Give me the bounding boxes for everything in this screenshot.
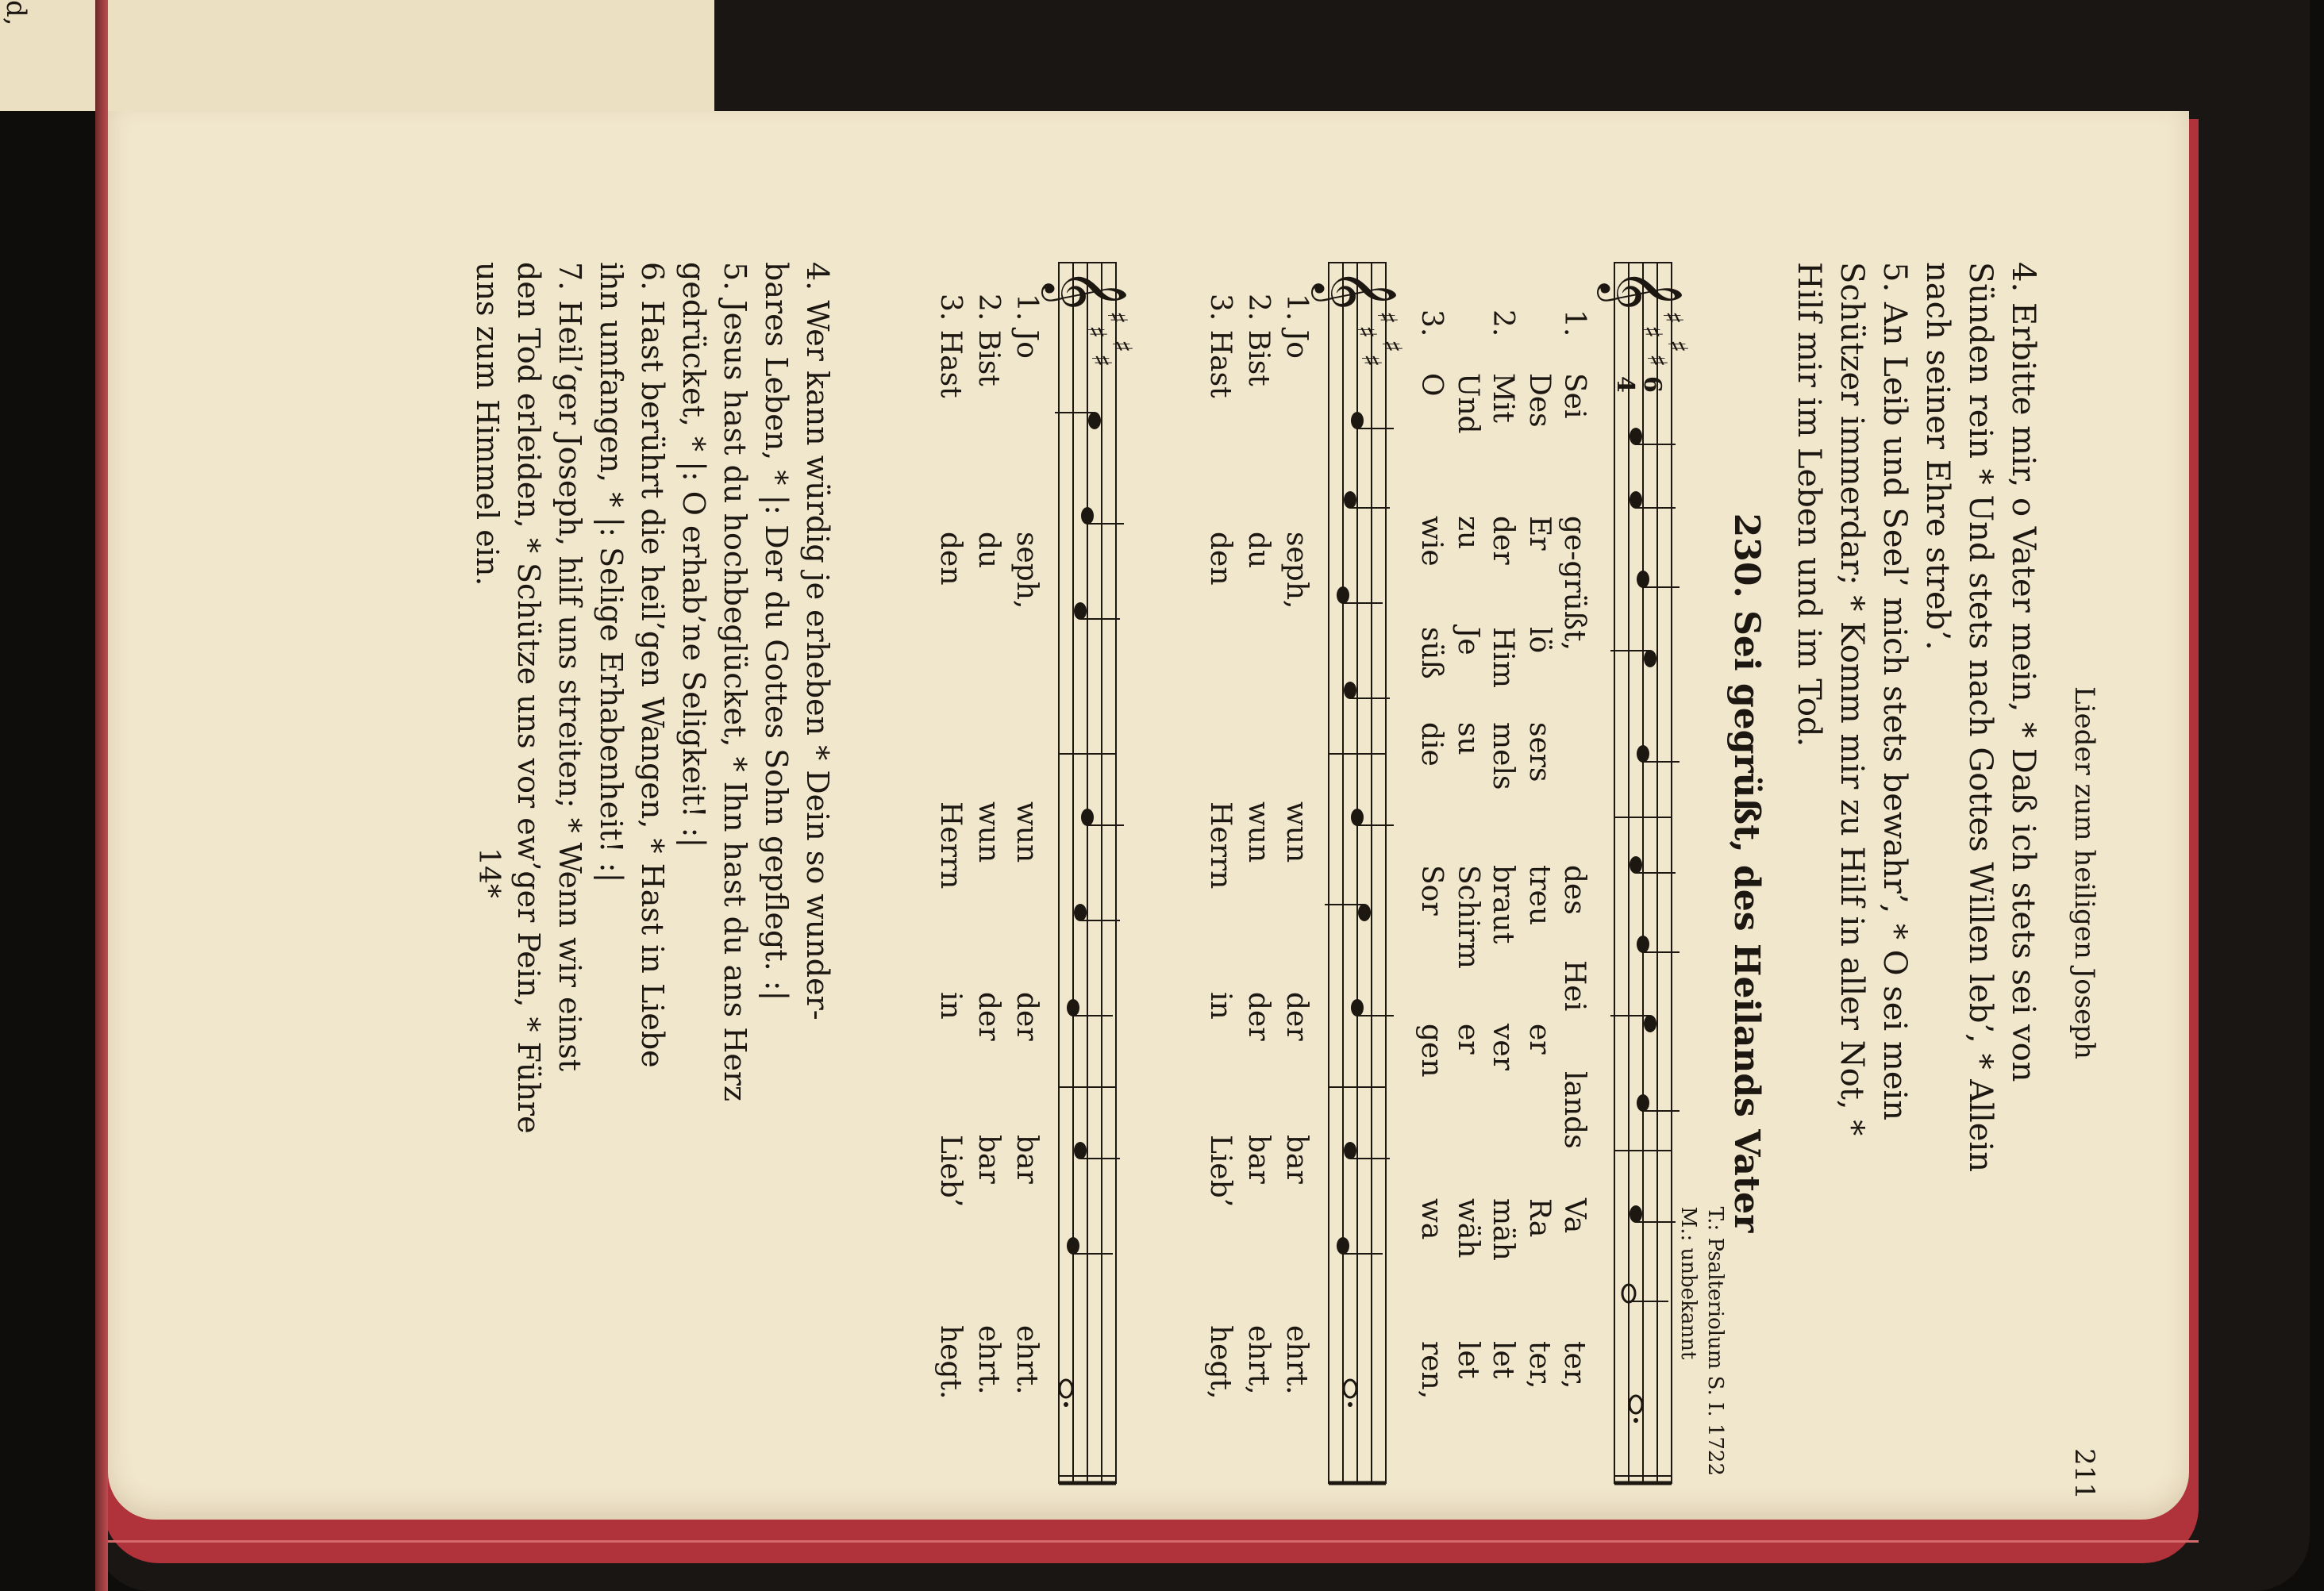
svg-text:♯: ♯ — [1376, 340, 1407, 353]
svg-text:♯: ♯ — [1661, 340, 1693, 353]
music-system-2 — [1140, 262, 1407, 1484]
lyric: wie — [1415, 516, 1448, 567]
lyric: die — [1415, 722, 1448, 767]
verse-number: 1. — [1558, 309, 1591, 337]
lyric: mäh — [1487, 1198, 1519, 1261]
verse-line: uns zum Himmel ein. — [470, 262, 505, 586]
prose-line: nach seiner Ehre streb’. — [1919, 262, 1956, 651]
lyric: Sor — [1415, 865, 1448, 916]
lyric: er — [1452, 1024, 1484, 1055]
prose-line: 4. Erbitte mir, o Vater mein, * Daß ich stets sei von — [2005, 262, 2041, 1082]
staff-3 — [1037, 262, 1137, 1484]
lyric: wun — [1280, 801, 1313, 863]
verse-line: 4. Wer kann würdig je erheben * Dein so wunder- — [800, 262, 835, 1020]
running-header — [2053, 238, 2100, 1508]
lyric: du — [972, 532, 1005, 569]
left-page-fragment: d, — [0, 0, 32, 26]
lyric: bar — [1010, 1135, 1043, 1184]
lyric: ter, — [1523, 1341, 1556, 1389]
lyric: der — [1280, 992, 1313, 1041]
lyric: lö — [1523, 627, 1556, 654]
lyric: 3. Hast — [1204, 294, 1237, 398]
music-system-3 — [870, 262, 1137, 1484]
notes-row-2 — [1325, 412, 1394, 1407]
treble-clef-icon: 𝄞 — [1314, 268, 1398, 311]
lyric: Va — [1558, 1198, 1591, 1234]
lyric: bar — [1242, 1135, 1275, 1184]
lyric: der — [1010, 992, 1043, 1041]
hymn-title: 230. Sei gegrüßt, des Heilands Vater — [1726, 513, 1767, 1233]
verse-line: gedrücket, * |: O erhab’ne Seligkeit! :| — [676, 262, 711, 848]
lyric: seph, — [1010, 532, 1043, 609]
staff-2 — [1306, 262, 1407, 1484]
svg-text:♯: ♯ — [1085, 354, 1117, 367]
lyrics-system-3 — [918, 294, 1045, 1468]
lyric: wäh — [1452, 1198, 1484, 1259]
lyric: der — [972, 992, 1005, 1041]
lyric: Und — [1452, 373, 1484, 434]
time-signature — [1611, 376, 1666, 393]
lyric: er — [1523, 1024, 1556, 1055]
lyric: Hei — [1558, 960, 1591, 1012]
lyric: ter, — [1558, 1341, 1591, 1389]
verse-number: 2. — [1487, 309, 1519, 337]
lyric: wa — [1415, 1198, 1448, 1240]
lyric: bar — [972, 1135, 1005, 1184]
music-credit: M.: unbekannt — [1676, 1206, 1700, 1360]
lyric: Mit — [1487, 373, 1519, 423]
verse-line: 7. Heil’ger Joseph, hilf uns streiten; * Wenn wir einst — [552, 262, 587, 1071]
lyric: gen — [1415, 1024, 1448, 1078]
running-head-title: Lieder zum heiligen Joseph — [2068, 686, 2100, 1059]
lyric: süß — [1415, 627, 1448, 679]
lyric: hegt. — [934, 1325, 967, 1400]
lyric: su — [1452, 722, 1484, 755]
svg-text:4: 4 — [1611, 376, 1639, 393]
additional-verses — [467, 262, 838, 1484]
lyric: ehrt. — [1280, 1325, 1313, 1395]
svg-text:♯: ♯ — [1636, 325, 1668, 339]
lyric: Him — [1487, 627, 1519, 689]
verse-line: bares Leben, * |: Der du Gottes Sohn gepflegt. :| — [759, 262, 794, 1001]
svg-text:♯: ♯ — [1350, 325, 1382, 339]
lyric: 1. Jo — [1280, 294, 1313, 359]
prose-line: Hilf mir im Leben und im Tod. — [1791, 262, 1827, 747]
lyric: ehrt, — [1242, 1325, 1275, 1395]
lyric: in — [1204, 992, 1237, 1020]
svg-text:♯: ♯ — [1080, 325, 1112, 339]
svg-text:♯: ♯ — [1106, 340, 1137, 353]
key-signature — [1080, 311, 1137, 367]
notes-row-1 — [1610, 428, 1680, 1423]
lyric: 3. Hast — [934, 294, 967, 398]
lyric: Je — [1452, 627, 1484, 655]
hymn-credits — [1675, 1207, 1729, 1476]
svg-text:♯: ♯ — [1656, 311, 1688, 325]
lyric: lands — [1558, 1071, 1591, 1149]
lyric: let — [1487, 1341, 1519, 1379]
page-number: 211 — [2068, 1448, 2100, 1500]
lyric: 2. Bist — [972, 294, 1005, 386]
notes-row-3 — [1055, 412, 1124, 1407]
lyric: bar — [1280, 1135, 1313, 1184]
svg-text:♯: ♯ — [1101, 311, 1133, 325]
lyric: 1. Jo — [1010, 294, 1043, 359]
lyric: Sei — [1558, 373, 1591, 419]
signature-mark: 14* — [472, 847, 505, 898]
key-signature — [1636, 311, 1693, 367]
treble-clef-icon: 𝄞 — [1600, 268, 1683, 311]
lyric: in — [934, 992, 967, 1020]
lyric: braut — [1487, 865, 1519, 944]
svg-text:♯: ♯ — [1355, 354, 1387, 367]
lyric: du — [1242, 532, 1275, 569]
verse-line: den Tod erleiden, * Schütze uns vor ew’ger Pein, * Führe — [511, 262, 546, 1134]
lyric: ge-grüßt, — [1558, 516, 1591, 651]
lyrics-system-1 — [1410, 309, 1592, 1484]
verse-line: ihn umfangen, * |: Selige Erhabenheit! :| — [594, 262, 629, 883]
verse-line: 6. Hast berührt die heil’gen Wangen, * Hast in Liebe — [635, 262, 670, 1068]
lyric: den — [1204, 532, 1237, 586]
lyric: let — [1452, 1341, 1484, 1379]
lyric: der — [1487, 516, 1519, 565]
lyric: O — [1415, 373, 1448, 397]
lyrics-system-2 — [1187, 294, 1314, 1468]
verse-line: 5. Jesus hast du hochbeglücket, * Ihn hast du ans Herz — [718, 262, 752, 1102]
lyric: Des — [1523, 373, 1556, 428]
lyric: Lieb’ — [1204, 1135, 1237, 1208]
svg-text:♯: ♯ — [1371, 311, 1402, 325]
lyric: Lieb’ — [934, 1135, 967, 1208]
lyric: hegt, — [1204, 1325, 1237, 1400]
lyric: seph, — [1280, 532, 1313, 609]
lyric: mels — [1487, 722, 1519, 790]
lyric: Herrn — [934, 801, 967, 890]
svg-text:♯: ♯ — [1641, 354, 1672, 367]
lyric: Er — [1523, 516, 1556, 551]
prose-line: Sünden rein * Und stets nach Gottes Willen leb’, * Allein — [1962, 262, 1999, 1172]
lyric: ver — [1487, 1024, 1519, 1070]
lyric: ren, — [1415, 1341, 1448, 1400]
lyric: ehrt. — [972, 1325, 1005, 1395]
verse-number: 3. — [1415, 309, 1448, 337]
lyric: 2. Bist — [1242, 294, 1275, 386]
svg-text:6: 6 — [1638, 376, 1666, 393]
lyric: Herrn — [1204, 801, 1237, 890]
lyric: den — [934, 532, 967, 586]
lyric: wun — [1010, 801, 1043, 863]
prose-line: 5. An Leib und Seel’ mich stets bewahr’, * O sei mein — [1876, 262, 1913, 1121]
lyric: Ra — [1523, 1198, 1556, 1238]
text-credit: T.: Psalteriolum S. I. 1722 — [1703, 1206, 1727, 1476]
treble-clef-icon: 𝄞 — [1045, 268, 1128, 311]
top-prose — [1787, 262, 2045, 1484]
lyric: Schirm — [1452, 865, 1484, 969]
page-content — [76, 238, 2108, 1508]
lyric: treu — [1523, 865, 1556, 926]
lyric: der — [1242, 992, 1275, 1041]
lyric: sers — [1523, 722, 1556, 782]
key-signature — [1350, 311, 1407, 367]
lyric: zu — [1452, 516, 1484, 550]
book-page — [108, 111, 2189, 1520]
lyric: wun — [972, 801, 1005, 863]
lyric: wun — [1242, 801, 1275, 863]
lyric: des — [1558, 865, 1591, 915]
prose-line: Schützer immerdar; * Komm mir zu Hilf in aller Not, * — [1833, 262, 1870, 1136]
lyric: ehrt. — [1010, 1325, 1043, 1395]
